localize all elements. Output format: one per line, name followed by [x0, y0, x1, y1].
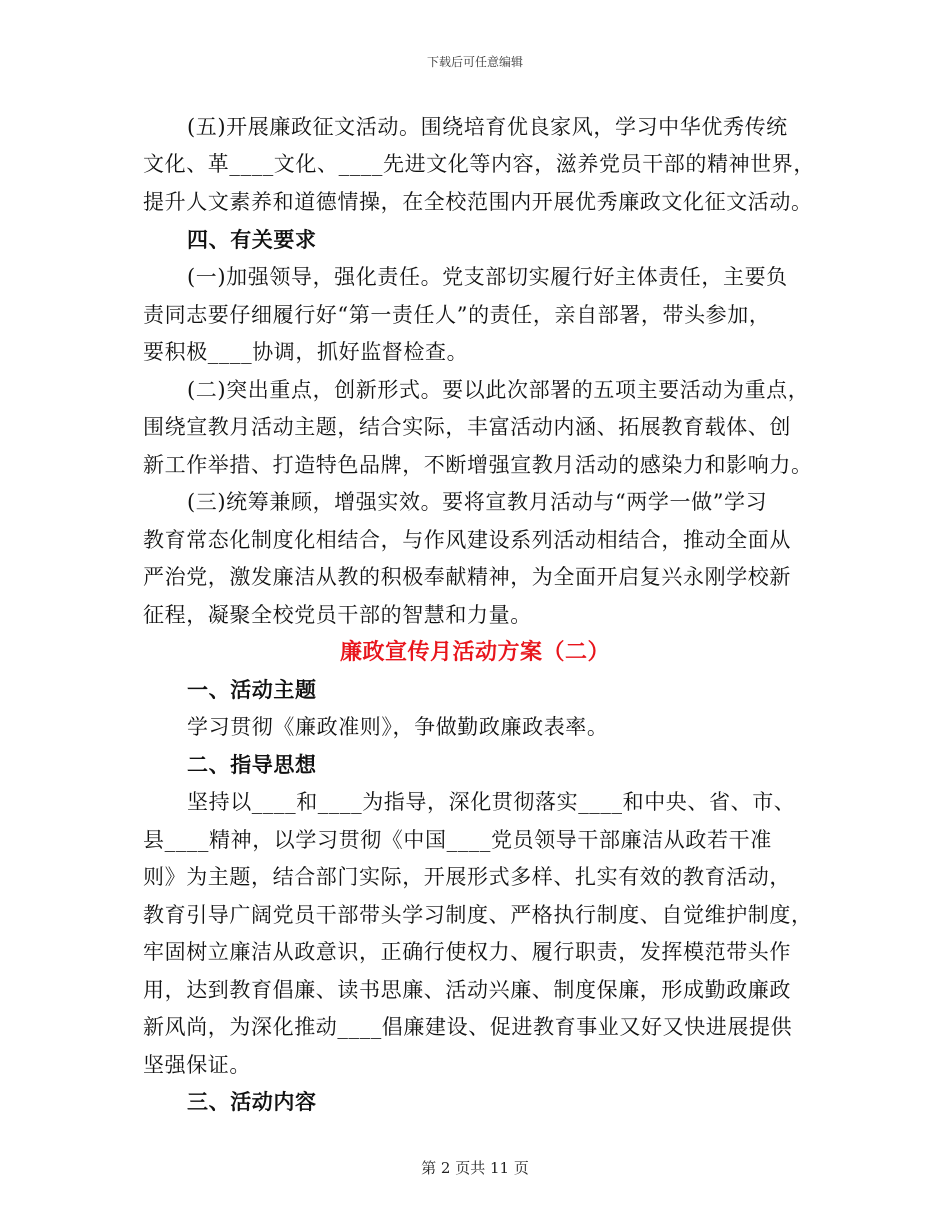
- paragraph-line: (二)突出重点，创新形式。要以此次部署的五项主要活动为重点，: [187, 378, 810, 402]
- paragraph-line: 牢固树立廉洁从政意识，正确行使权力、履行职责，发挥模范带头作: [143, 940, 791, 964]
- paragraph-line: 新风尚，为深化推动____倡廉建设、促进教育事业又好又快进展提供: [143, 1015, 793, 1039]
- paragraph-line: 则》为主题，结合部门实际，开展形式多样、扎实有效的教育活动，: [143, 865, 791, 889]
- paragraph-line: 围绕宣教月活动主题，结合实际，丰富活动内涵、拓展教育载体、创: [143, 415, 791, 439]
- paragraph-line: 学习贯彻《廉政准则》，争做勤政廉政表率。: [187, 715, 609, 739]
- page-header: 下载后可任意编辑: [426, 55, 523, 69]
- paragraph-line: 文化、革____文化、____先进文化等内容，滋养党员干部的精神世界，: [143, 152, 815, 176]
- section-heading: 一、活动主题: [187, 677, 317, 702]
- paragraph-line: 教育常态化制度化相结合，与作风建设系列活动相结合，推动全面从: [143, 528, 791, 552]
- paragraph-line: (一)加强领导，强化责任。党支部切实履行好主体责任，主要负: [187, 265, 788, 289]
- paragraph-line: 县____精神，以学习贯彻《中国____党员领导干部廉洁从政若干准: [143, 828, 772, 852]
- section-heading: 四、有关要求: [187, 227, 317, 252]
- paragraph-line: 责同志要仔细履行好“第一责任人”的责任，亲自部署，带头参加，: [143, 303, 771, 327]
- paragraph-line: 新工作举措、打造特色品牌，不断增强宣教月活动的感染力和影响力。: [143, 453, 813, 477]
- paragraph-line: 提升人文素养和道德情操，在全校范围内开展优秀廉政文化征文活动。: [143, 190, 813, 214]
- paragraph-line: 坚持以____和____为指导，深化贯彻落实____和中央、省、市、: [187, 790, 796, 814]
- paragraph-line: 教育引导广阔党员干部带头学习制度、严格执行制度、自觉维护制度，: [143, 903, 813, 927]
- document-title: 廉政宣传月活动方案（二）: [339, 639, 610, 665]
- page-footer: 第 2 页共 11 页: [421, 1159, 529, 1177]
- paragraph-line: 要积极____协调，抓好监督检查。: [143, 340, 469, 364]
- section-heading: 三、活动内容: [187, 1089, 317, 1114]
- paragraph-line: (三)统筹兼顾，增强实效。要将宣教月活动与“两学一做”学习: [187, 490, 768, 514]
- paragraph-line: 严治党，激发廉洁从教的积极奉献精神，为全面开启复兴永刚学校新: [143, 565, 791, 589]
- section-heading: 二、指导思想: [187, 752, 317, 777]
- paragraph-line: 用，达到教育倡廉、读书思廉、活动兴廉、制度保廉，形成勤政廉政: [143, 978, 791, 1002]
- paragraph-line: 征程，凝聚全校党员干部的智慧和力量。: [143, 603, 532, 627]
- paragraph-line: 坚强保证。: [143, 1053, 251, 1077]
- paragraph-line: (五)开展廉政征文活动。围绕培育优良家风，学习中华优秀传统: [187, 115, 788, 139]
